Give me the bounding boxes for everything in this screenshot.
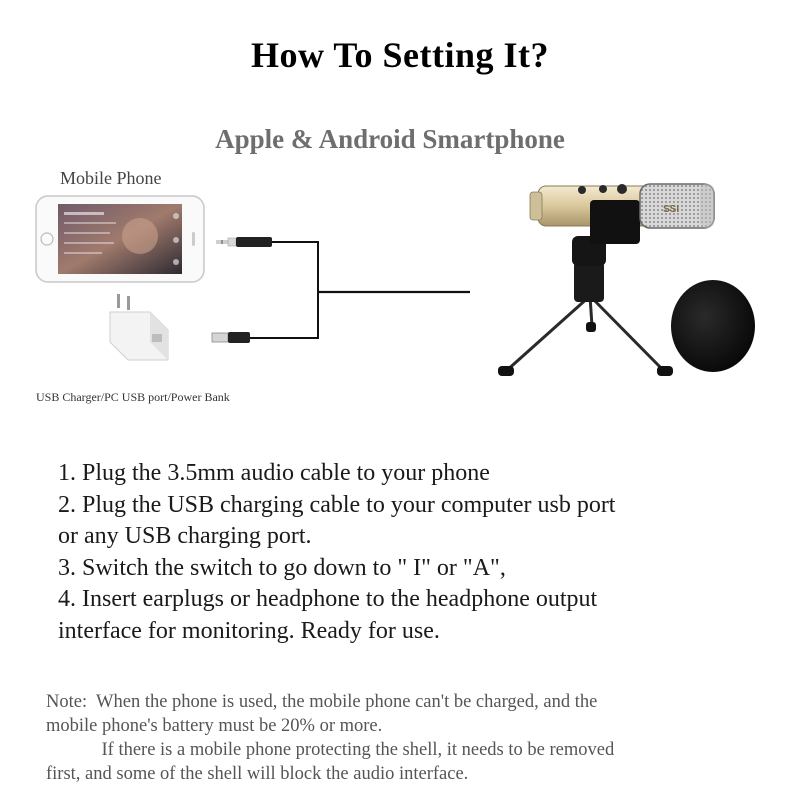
audio-cable-image [212,237,470,343]
note-line: first, and some of the shell will block the audio interface. [46,764,469,784]
smartphone-image [36,196,204,282]
step-line: or any USB charging port. [58,523,312,549]
usb-charger-image [110,294,168,360]
note-line: mobile phone's battery must be 20% or more. [46,716,383,736]
mobile-phone-label: Mobile Phone [60,168,162,188]
step-line: 2. Plug the USB charging cable to your computer usb port [58,491,616,518]
setup-steps [58,458,778,647]
charger-label: USB Charger/PC USB port/Power Bank [36,390,230,404]
step-line: 1. Plug the 3.5mm audio cable to your phone [58,460,490,486]
usage-note [46,690,766,786]
note-line: If there is a mobile phone protecting the shell, it needs to be removed [46,740,615,760]
step-line: interface for monitoring. Ready for use. [58,617,440,644]
page-title: How To Setting It? [250,35,550,75]
page-subtitle: Apple & Android Smartphone [215,124,565,154]
connection-diagram [0,160,800,400]
mic-brand-logo: SSI [663,204,680,215]
note-line: Note: When the phone is used, the mobile phone can't be charged, and the [46,692,598,712]
foam-windscreen-image [671,280,755,372]
step-line: 3. Switch the switch to go down to " I" or "A", [58,554,506,581]
step-line: 4. Insert earplugs or headphone to the headphone output [58,586,598,612]
